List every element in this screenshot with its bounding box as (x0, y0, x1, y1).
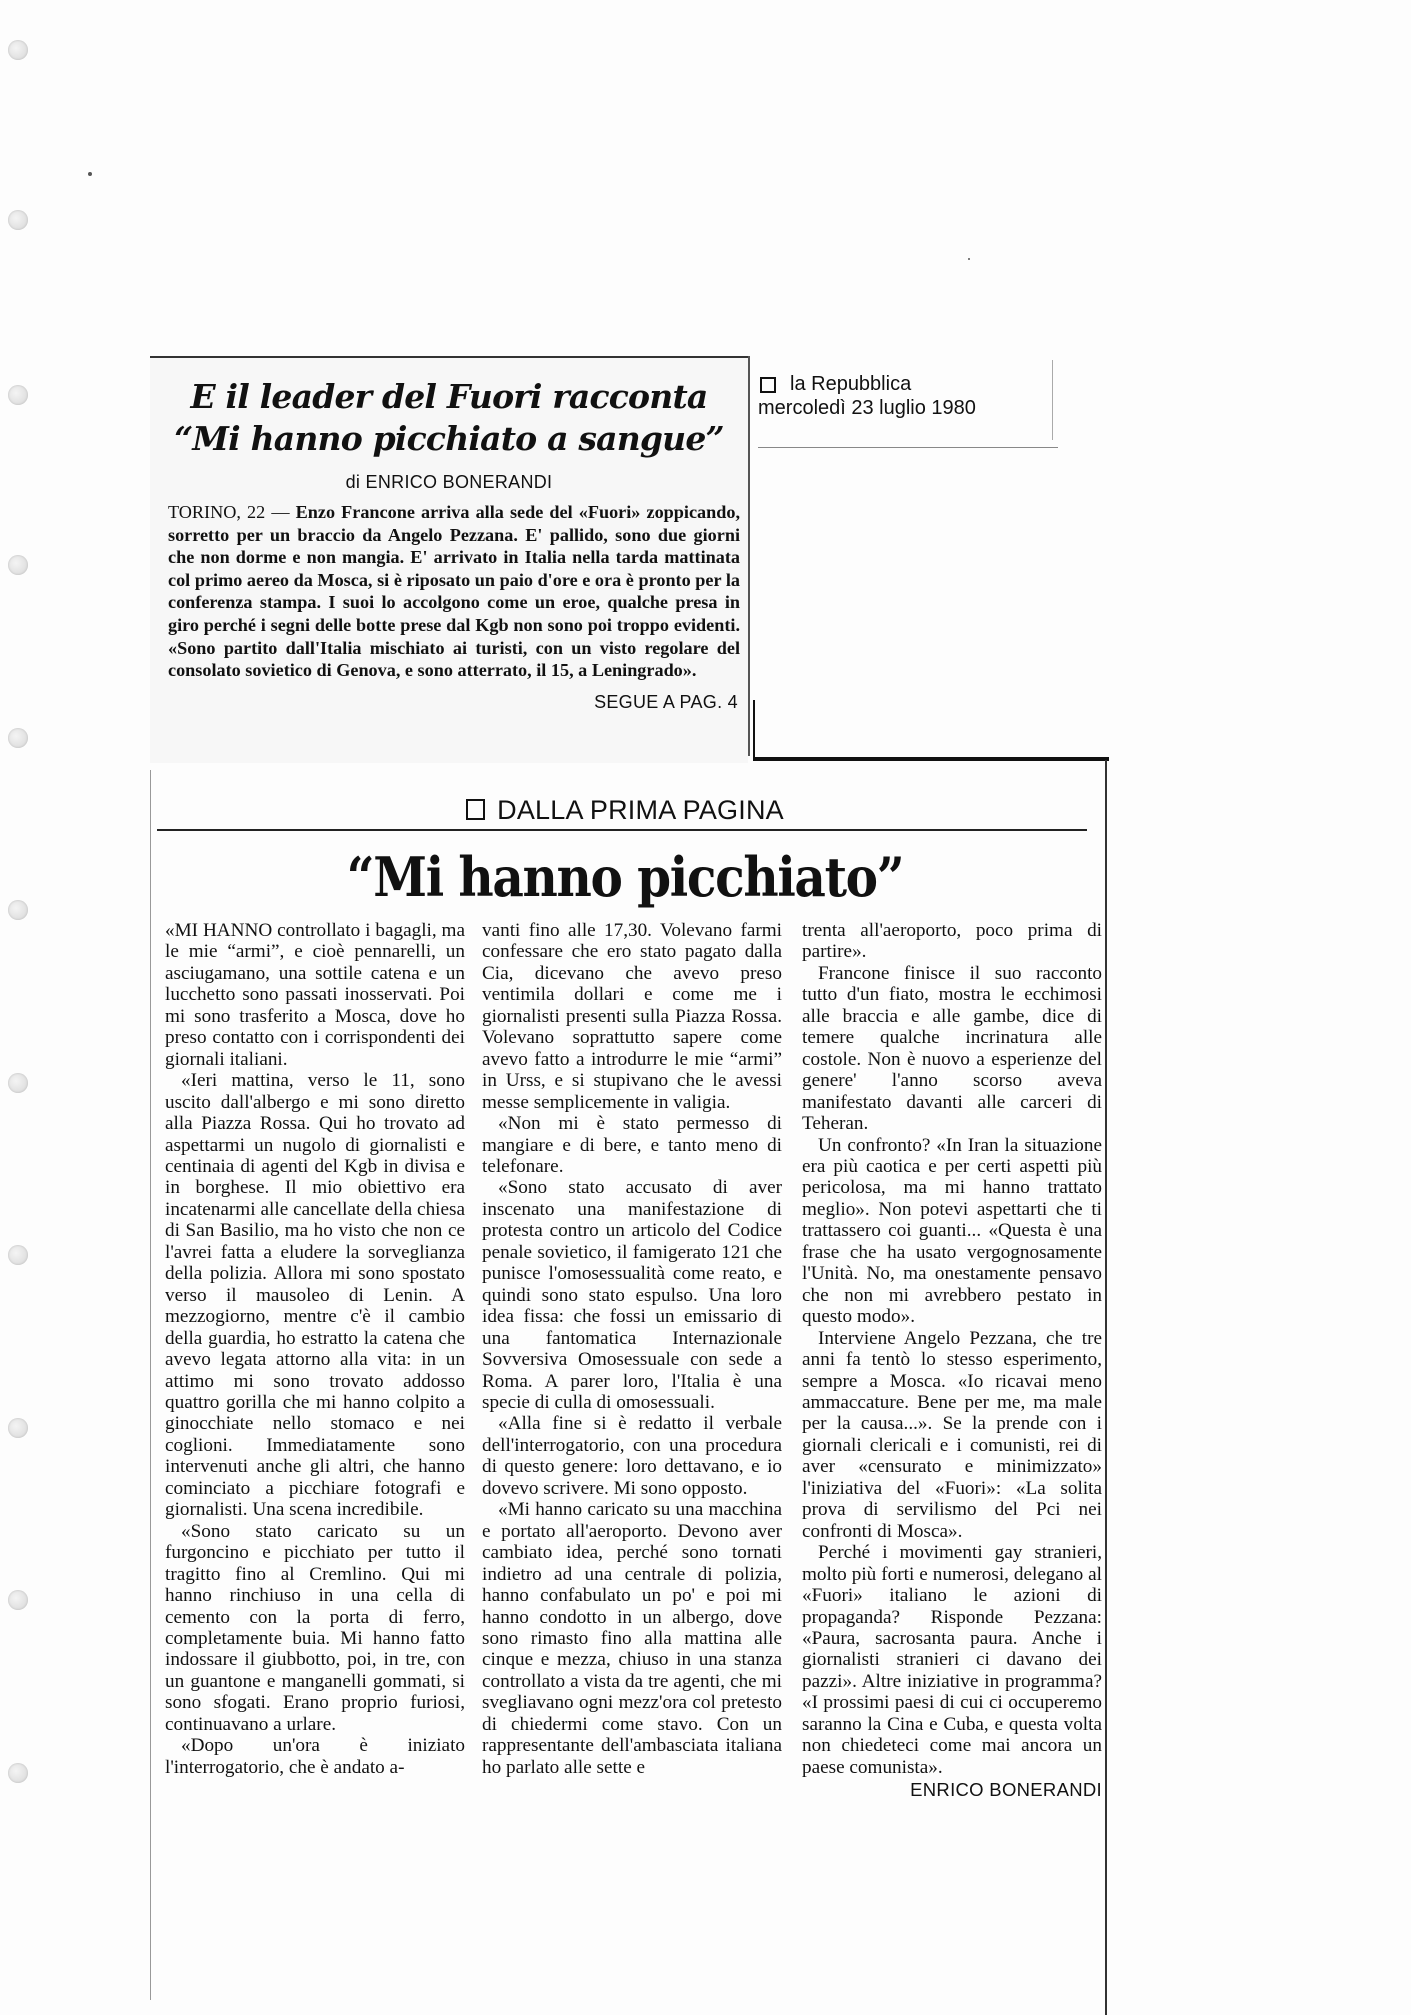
author-signoff: ENRICO BONERANDI (910, 1779, 1102, 1801)
binder-hole (8, 1590, 28, 1610)
box-rule-left (753, 700, 755, 760)
clipping-edge (150, 770, 151, 2000)
square-bullet-icon (760, 377, 776, 393)
dateline: TORINO, 22 — (168, 502, 290, 522)
top-article-title (150, 376, 748, 460)
top-article-clipping (150, 356, 748, 763)
section-kicker (150, 795, 1100, 826)
paragraph: «Mi hanno caricato su una macchina e portato all'aeroporto. Devono aver cambiato idea, perché sono tornati indietro ad una centrale di polizia, hanno confabulato un po' e poi mi hanno condotto in un albergo, dove sono rimasto fino alla mattina alle cinque e mezza, chiuso in una stanza controllato a vista da tre agenti, che mi svegliavano ogni mezz'ora col pretesto di chiedermi come stavo. Con un rappresentante dell'ambasciata italiana ho parlato alle sette e (482, 1499, 782, 1778)
publication-date: mercoledì 23 luglio 1980 (758, 397, 976, 419)
masthead (758, 372, 1058, 420)
paragraph: «MI HANNO controllato i bagagli, ma le mie “armi”, e cioè pennarelli, un asciugamano, una sottile catena e un lucchetto sono passati inosservati. Poi mi sono trasferito a Mosca, dove ho preso contatto con i corrispondenti dei giornali italiani. (165, 920, 465, 1070)
kicker-label: DALLA PRIMA PAGINA (497, 795, 784, 825)
paragraph: Perché i movimenti gay stranieri, molto più forti e numerosi, delegano al «Fuori» italiano le azioni di propaganda? Risponde Pezzana: «Paura, sacrosanta paura. Anche i giornalisti stranieri ci davano dei pazzi». Altre iniziative in programma? «I prossimi paesi di cui ci occuperemo saranno la Cina e Cuba, e questa volta non chiedeteci come mai ancora un paese comunista». (802, 1542, 1102, 1778)
title-line-2: “Mi hanno picchiato a sangue” (174, 419, 724, 458)
column-divider (748, 356, 750, 756)
article-column-2 (482, 920, 782, 1778)
box-rule-right (1105, 760, 1107, 2015)
binder-hole (8, 210, 28, 230)
paragraph: vanti fino alle 17,30. Volevano farmi confessare che ero stato pagato dalla Cia, dicevano che avevo preso ventimila dollari e come me i giornalisti presenti sulla Piazza Rossa. Volevano soprattutto sapere come avevo fatto a introdurre le mie “armi” in Urss, e si stupivano che le avessi messe semplicemente in valigia. (482, 920, 782, 1113)
paragraph: «Alla fine si è redatto il verbale dell'interrogatorio, con una procedura di questo genere: loro dettavano, e io dovevo scrivere. Mi sono opposto. (482, 1413, 782, 1499)
article-column-1 (165, 920, 465, 1778)
ink-speck (968, 258, 970, 260)
lead-text: Enzo Francone arriva alla sede del «Fuori» zoppicando, sorretto per un braccio da Angelo Pezzana. E' pallido, sono due giorni che non dorme e non mangia. E' arrivato in Italia nella tarda mattinata col primo aereo da Mosca, si è riposato un paio d'ore e ora è pronto per la conferenza stampa. I suoi lo accolgono come un eroe, qualche presa in giro perché i segni delle botte prese dal Kgb non sono poi troppo evidenti. «Sono partito dall'Italia mischiato ai turisti, con un visto regolare del consolato sovietico di Genova, e sono atterrato, il 15, a Leningrado». (168, 502, 740, 681)
binder-hole (8, 1245, 28, 1265)
paragraph: «Sono stato accusato di aver inscenato una manifestazione di protesta contro un articolo del Codice penale sovietico, il famigerato 121 che punisce l'omosessualità come reato, e quindi sono stato espulso. Una loro idea fissa: che fossi un emissario di una fantomatica Internazionale Sovversiva Omosessuale con sede a Roma. A parer loro, l'Italia è una specie di culla di omosessuali. (482, 1177, 782, 1413)
kicker-rule (157, 829, 1087, 831)
paragraph: trenta all'aeroporto, poco prima di partire». (802, 920, 1102, 963)
continuation-note: SEGUE A PAG. 4 (594, 691, 738, 712)
paragraph: «Sono stato caricato su un furgoncino e picchiato per tutto il tragitto fino al Cremlino. Qui mi hanno rinchiuso in una cella di cemento con la porta di ferro, completamente buia. Mi hanno fatto indossare il giubbotto, poi, in tre, con un guantone e manganelli gommati, si sono sfogati. Erano proprio furiosi, continuavano a urlare. (165, 1520, 465, 1735)
newspaper-name: la Repubblica (790, 373, 912, 395)
article-headline: “Mi hanno picchiato” (346, 845, 904, 909)
paragraph: Un confronto? «In Iran la situazione era più caotica e per certi aspetti più pericolosa, ma mi hanno trattato meglio». Non potevi aspettarti che ti trattassero coi guanti... «Questa è una frase che ha usato vergognosamente l'Unità. No, ma onestamente pensavo che non mi avrebbero pestato in questo modo». (802, 1134, 1102, 1328)
binder-hole (8, 1418, 28, 1438)
binder-hole (8, 1073, 28, 1093)
column-divider (1052, 360, 1053, 440)
binder-hole (8, 1763, 28, 1783)
paragraph: Francone finisce il suo racconto tutto d'un fiato, mostra le ecchimosi alle braccia e alle gambe, dice di temere qualche incrinatura alle costole. Non è nuovo a esperienze del genere' l'anno scorso aveva manifestato davanti alle carceri di Teheran. (802, 962, 1102, 1135)
article-column-3 (802, 920, 1102, 1801)
lead-paragraph (168, 501, 740, 682)
binder-hole (8, 555, 28, 575)
binder-hole (8, 385, 28, 405)
paragraph: «Dopo un'ora è iniziato l'interrogatorio, che è andato a- (165, 1735, 465, 1778)
masthead-rule (758, 447, 1058, 448)
binder-hole (8, 40, 28, 60)
box-rule-top (753, 757, 1109, 761)
paragraph: Interviene Angelo Pezzana, che tre anni fa tentò lo stesso esperimento, sempre a Mosca. «Io ricavai meno ammaccature. Bene per me, ma male per la causa...». Se la prende con i giornali clericali e i comunisti, rei di aver «censurato e minimizzato» l'iniziativa del «Fuori»: «La solita prova di servilismo del Pci nei confronti di Mosca». (802, 1327, 1102, 1542)
paragraph: «Non mi è stato permesso di mangiare e di bere, e tanto meno di telefonare. (482, 1113, 782, 1177)
square-bullet-icon (466, 799, 485, 820)
binder-hole (8, 728, 28, 748)
byline: di ENRICO BONERANDI (345, 472, 553, 492)
title-line-1: E il leader del Fuori racconta (190, 377, 708, 416)
paragraph: «Ieri mattina, verso le 11, sono uscito dall'albergo e mi sono diretto alla Piazza Rossa. Qui ho trovato ad aspettarmi un nugolo di giornalisti e centinaia di agenti del Kgb in divisa e in borghese. Il mio obiettivo era incatenarmi alle cancellate della chiesa di San Basilio, ma ho visto che non ce l'avrei fatta a eludere la sorveglianza della polizia. Allora mi sono spostato verso il mausoleo di Lenin. A mezzogiorno, mentre c'è il cambio della guardia, ho estratto la catena che avevo legata attorno alla vita: in un attimo mi sono trovato addosso quattro gorilla che mi hanno colpito a ginocchiate nello stomaco e nei coglioni. Immediatamente sono intervenuti anche gli altri, che hanno cominciato a picchiare fotografi e giornalisti. Una scena incredibile. (165, 1070, 465, 1521)
binder-hole (8, 900, 28, 920)
ink-speck (88, 172, 92, 176)
